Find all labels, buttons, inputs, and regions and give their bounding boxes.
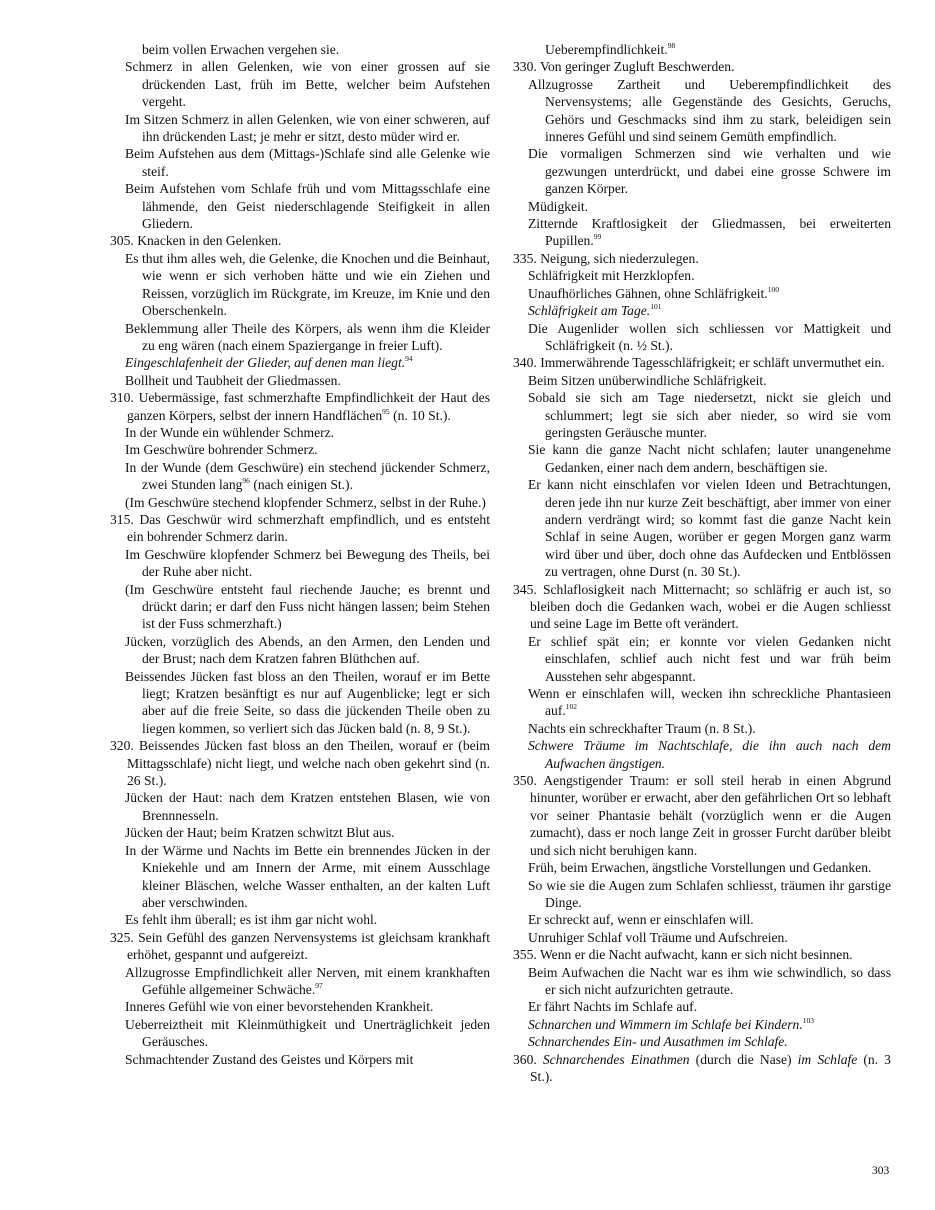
symptom-entry xyxy=(513,859,891,876)
symptom-entry xyxy=(513,720,891,737)
entry-text: 315. Das Geschwür wird schmerzhaft empfindlich, und es entsteht ein bohrender Schmerz darin. xyxy=(110,511,490,545)
entry-text: Beim Sitzen unüberwindliche Schläfrigkeit. xyxy=(528,372,767,388)
entry-text: (Im Geschwüre stechend klopfender Schmerz, selbst in der Ruhe.) xyxy=(125,494,486,510)
symptom-entry xyxy=(110,668,490,738)
left-column xyxy=(110,41,490,1068)
footnote-marker: 99 xyxy=(593,232,602,242)
footnote-marker: 101 xyxy=(650,302,662,312)
entry-text: 350. Aengstigender Traum: er soll steil herab in einen Abgrund hinunter, worüber er erwacht, aber den gefährlichen Ort so lebhaft vor seiner Phantasie behält (vorzüglich wenn er die Augen zumacht), dass er noch lange Zeit in grosser Furcht darüber bleibt und sich nicht beruhigen kann. xyxy=(513,773,891,858)
entry-text: Ueberreiztheit mit Kleinmüthigkeit und Unerträglichkeit jeden Geräusches. xyxy=(125,1016,490,1050)
entry-text: Sie kann die ganze Nacht nicht schlafen; lauter unangenehme Gedanken, einer nach dem andern, beschäftigen sie. xyxy=(528,442,891,475)
entry-text: (Im Geschwüre entsteht faul riechende Jauche; es brennt und drückt darin; er darf den Fuss nicht hängen lassen; beim Stehen ist der Fuss schmerzhaft.) xyxy=(125,581,490,632)
symptom-entry xyxy=(110,41,490,58)
footnote-marker: 103 xyxy=(802,1015,814,1025)
entry-text: (nach einigen St.). xyxy=(249,477,353,493)
entry-text: Beim Aufwachen die Nacht war es ihm wie schwindlich, so dass er sich nicht aufzurichten getraute. xyxy=(528,964,891,997)
italic-text: Schläfrigkeit am Tage. xyxy=(528,303,651,319)
numbered-symptom-entry xyxy=(513,1051,891,1086)
entry-text: Unaufhörliches Gähnen, ohne Schläfrigkeit. xyxy=(528,285,768,301)
symptom-entry xyxy=(110,111,490,146)
entry-text: So wie sie die Augen zum Schlafen schliesst, träumen ihr garstige Dinge. xyxy=(528,877,891,910)
entry-text: Müdigkeit. xyxy=(528,198,589,214)
page-number: 303 xyxy=(872,1165,890,1177)
entry-text: 310. Uebermässige, fast schmerzhafte Empfindlichkeit der Haut des ganzen Körpers, selbst der innern Handflächen xyxy=(110,390,490,423)
footnote-marker: 102 xyxy=(565,702,578,712)
italic-text: Schnarchendes Einathmen xyxy=(542,1051,690,1067)
entry-text: 305. Knacken in den Gelenken. xyxy=(110,233,282,249)
symptom-entry xyxy=(513,302,891,319)
entry-text: Ueberempfindlichkeit. xyxy=(545,42,668,57)
entry-text: Jücken der Haut: nach dem Kratzen entstehen Blasen, wie von Brennnesseln. xyxy=(125,790,490,823)
right-column xyxy=(513,41,891,1085)
footnote-marker: 94 xyxy=(405,354,413,364)
symptom-entry xyxy=(513,441,891,476)
symptom-entry xyxy=(513,389,891,441)
symptom-entry xyxy=(110,145,490,180)
symptom-entry xyxy=(110,494,490,511)
numbered-symptom-entry xyxy=(513,581,891,633)
entry-text: Er fährt Nachts im Schlafe auf. xyxy=(528,999,698,1015)
numbered-symptom-entry xyxy=(110,389,490,424)
symptom-entry xyxy=(110,320,490,355)
symptom-entry xyxy=(513,476,891,580)
entry-text: 345. Schlaflosigkeit nach Mitternacht; so schläfrig er auch ist, so bleiben doch die Gedanken wach, wobei er die Augen schliesst und seine Lage im Bette oft verändert. xyxy=(513,581,891,632)
symptom-entry xyxy=(513,929,891,946)
entry-text: 360. xyxy=(513,1051,543,1067)
symptom-entry xyxy=(110,459,490,494)
symptom-entry xyxy=(110,1051,490,1068)
entry-text: Schläfrigkeit mit Herzklopfen. xyxy=(528,268,695,284)
footnote-marker: 96 xyxy=(242,476,250,486)
entry-text: Im Geschwüre klopfender Schmerz bei Bewegung des Theils, bei der Ruhe aber nicht. xyxy=(125,546,490,580)
entry-text: Unruhiger Schlaf voll Träume und Aufschreien. xyxy=(528,929,788,945)
entry-text: Nachts ein schreckhafter Traum (n. 8 St.). xyxy=(528,720,756,736)
numbered-symptom-entry xyxy=(110,929,490,964)
entry-text: Die Augenlider wollen sich schliessen vor Mattigkeit und Schläfrigkeit (n. ½ St.). xyxy=(528,320,891,353)
footnote-marker: 100 xyxy=(767,284,779,294)
symptom-entry xyxy=(513,285,891,302)
entry-text: Es thut ihm alles weh, die Gelenke, die Knochen und die Beinhaut, wie wenn er sich verhoben hätte und wie ein Ziehen und Reissen, vorzüglich im Rückgrate, im Kreuze, im Knie und den Oberschenkeln. xyxy=(125,250,490,319)
symptom-entry xyxy=(513,145,891,197)
numbered-symptom-entry xyxy=(513,772,891,859)
entry-text: Bollheit und Taubheit der Gliedmassen. xyxy=(125,372,341,388)
numbered-symptom-entry xyxy=(110,232,490,249)
numbered-symptom-entry xyxy=(513,946,891,963)
entry-text: 355. Wenn er die Nacht aufwacht, kann er sich nicht besinnen. xyxy=(513,947,853,963)
symptom-entry xyxy=(110,824,490,841)
symptom-entry xyxy=(110,441,490,458)
entry-text: In der Wunde ein wühlender Schmerz. xyxy=(125,424,335,440)
entry-text: Schmerz in allen Gelenken, wie von einer grossen auf sie drückenden Last, früh im Bette, welcher beim Aufstehen vergeht. xyxy=(125,59,490,110)
entry-text: Zitternde Kraftlosigkeit der Gliedmassen, bei erweiterten Pupillen. xyxy=(528,216,891,249)
entry-text: 335. Neigung, sich niederzulegen. xyxy=(513,250,699,266)
symptom-entry xyxy=(513,372,891,389)
symptom-entry xyxy=(513,320,891,355)
symptom-entry xyxy=(110,842,490,912)
symptom-entry xyxy=(513,964,891,999)
entry-text: 330. Von geringer Zugluft Beschwerden. xyxy=(513,59,735,75)
entry-text: Schmachtender Zustand des Geistes und Körpers mit xyxy=(125,1051,414,1067)
entry-text: Inneres Gefühl wie von einer bevorstehenden Krankheit. xyxy=(125,999,434,1015)
numbered-symptom-entry xyxy=(110,511,490,546)
symptom-entry xyxy=(513,1016,891,1033)
numbered-symptom-entry xyxy=(513,250,891,267)
entry-text: Er schlief spät ein; er konnte vor vielen Gedanken nicht einschlafen, schlief auch nicht fest und war früh beim Ausstehen sehr abgespannt. xyxy=(528,633,891,684)
entry-text: Sobald sie sich am Tage niedersetzt, nickt sie gleich und schlummert; legt sie sich aber nieder, so wird sie vom geringsten Geräusche munter. xyxy=(528,390,891,440)
symptom-entry xyxy=(513,877,891,912)
symptom-entry xyxy=(513,737,891,772)
entry-text: Beissendes Jücken fast bloss an den Theilen, worauf er im Bette liegt; Kratzen besänftigt es nur auf Augenblicke; legt er sich aber auf die freie Seite, so dass die jückenden Theile oben zu liegen kommen, so verliert sich das Jücken bald (n. 8, 9 St.). xyxy=(125,668,490,736)
footnote-marker: 98 xyxy=(667,41,676,50)
symptom-entry xyxy=(110,354,490,371)
symptom-entry xyxy=(513,267,891,284)
entry-text: Beim Aufstehen aus dem (Mittags-)Schlafe sind alle Gelenke wie steif. xyxy=(125,146,490,179)
entry-text: 325. Sein Gefühl des ganzen Nervensystems ist gleichsam krankhaft erhöhet, gespannt und aufgereizt. xyxy=(110,929,490,963)
footnote-marker: 97 xyxy=(315,980,323,990)
symptom-entry xyxy=(110,424,490,441)
italic-text: Schwere Träume im Nachtschlafe, die ihn auch nach dem Aufwachen ängstigen. xyxy=(528,738,891,771)
symptom-entry xyxy=(110,1016,490,1051)
entry-text: 340. Immerwährende Tagesschläfrigkeit; er schläft unvermuthet ein. xyxy=(513,355,885,371)
entry-text: Im Sitzen Schmerz in allen Gelenken, wie von einer schweren, auf ihn drückenden Last; je mehr er sitzt, desto müder wird er. xyxy=(125,111,490,145)
numbered-symptom-entry xyxy=(110,737,490,789)
symptom-entry xyxy=(110,789,490,824)
entry-text: Beklemmung aller Theile des Körpers, als wenn ihm die Kleider zu eng wären (nach einem Spaziergange in freier Luft). xyxy=(125,320,490,353)
symptom-entry xyxy=(513,198,891,215)
symptom-entry xyxy=(513,911,891,928)
symptom-entry xyxy=(513,41,891,58)
symptom-entry xyxy=(513,685,891,720)
symptom-entry xyxy=(110,633,490,668)
entry-text: Es fehlt ihm überall; es ist ihm gar nicht wohl. xyxy=(125,912,378,928)
entry-text: Er kann nicht einschlafen vor vielen Ideen und Betrachtungen, deren jede ihn nur kurze Zeit beschäftigt, aber immer von einer andern verdrängt wird; so kommt fast die ganze Nacht kein Schlaf in seine Augen, worüber er gegen Morgen ganz warm wird über und über, doch ohne das Aufdecken und Entblössen zu vertragen, ohne Durst (n. 30 St.). xyxy=(528,477,891,580)
numbered-symptom-entry xyxy=(513,58,891,75)
entry-text: Im Geschwüre bohrender Schmerz. xyxy=(125,442,318,458)
symptom-entry xyxy=(513,998,891,1015)
symptom-entry xyxy=(110,250,490,320)
entry-text: (n. 10 St.). xyxy=(389,407,451,423)
entry-text: In der Wärme und Nachts im Bette ein brennendes Jücken in der Kniekehle und am Innern der Arme, mit einem Ausschlage kleiner Bläschen, welche Wasser enthalten, an der kalten Luft aber verschwinden. xyxy=(125,842,490,910)
italic-text: Schnarchen und Wimmern im Schlafe bei Kindern. xyxy=(528,1016,803,1032)
symptom-entry xyxy=(110,372,490,389)
entry-text: beim vollen Erwachen vergehen sie. xyxy=(142,42,340,57)
entry-text: 320. Beissendes Jücken fast bloss an den Theilen, worauf er (beim Mittagsschlafe) nicht liegt, und welche nach oben gekehrt sind (n. 26 St.). xyxy=(110,738,490,789)
symptom-entry xyxy=(110,180,490,232)
entry-text: Wenn er einschlafen will, wecken ihn schreckliche Phantasieen auf. xyxy=(528,686,891,719)
italic-text: Eingeschlafenheit der Glieder, auf denen man liegt. xyxy=(125,355,406,371)
entry-text: Allzugrosse Zartheit und Ueberempfindlichkeit des Nervensystems; alle Gegenstände des Gesichts, Geruchs, Gehörs und Geschmacks sind ihm zu stark, beleidigen sein inneres Gefühl und sind seinem Gemüth empfindlich. xyxy=(528,76,891,145)
symptom-entry xyxy=(513,633,891,685)
symptom-entry xyxy=(110,58,490,110)
symptom-entry xyxy=(110,546,490,581)
entry-text: (n. 3 St.). xyxy=(530,1051,891,1084)
entry-text: Jücken, vorzüglich des Abends, an den Armen, den Lenden und der Brust; nach dem Kratzen fahren Blüthchen auf. xyxy=(125,633,490,667)
symptom-entry xyxy=(110,998,490,1015)
symptom-entry xyxy=(513,1033,891,1050)
symptom-entry xyxy=(110,964,490,999)
italic-text: im Schlafe xyxy=(797,1051,858,1067)
entry-text: Die vormaligen Schmerzen sind wie verhalten und wie gezwungen unterdrückt, und dabei eine grosse Schwere im ganzen Körper. xyxy=(528,146,891,197)
entry-text: Jücken der Haut; beim Kratzen schwitzt Blut aus. xyxy=(125,825,395,841)
symptom-entry xyxy=(513,76,891,146)
entry-text: Er schreckt auf, wenn er einschlafen will. xyxy=(528,912,754,928)
symptom-entry xyxy=(513,215,891,250)
symptom-entry xyxy=(110,581,490,633)
entry-text: In der Wunde (dem Geschwüre) ein stechend jückender Schmerz, zwei Stunden lang xyxy=(125,459,490,493)
italic-text: Schnarchendes Ein- und Ausathmen im Schlafe. xyxy=(528,1034,788,1050)
entry-text: (durch die Nase) xyxy=(689,1051,798,1067)
footnote-marker: 95 xyxy=(382,406,390,416)
symptom-entry xyxy=(110,911,490,928)
entry-text: Früh, beim Erwachen, ängstliche Vorstellungen und Gedanken. xyxy=(528,860,872,876)
entry-text: Beim Aufstehen vom Schlafe früh und vom Mittagsschlafe eine lähmende, den Geist niederschlagende Steifigkeit in allen Gliedern. xyxy=(125,181,490,232)
numbered-symptom-entry xyxy=(513,354,891,371)
entry-text: Allzugrosse Empfindlichkeit aller Nerven, mit einem krankhaften Gefühle allgemeiner Schwäche. xyxy=(125,964,490,997)
